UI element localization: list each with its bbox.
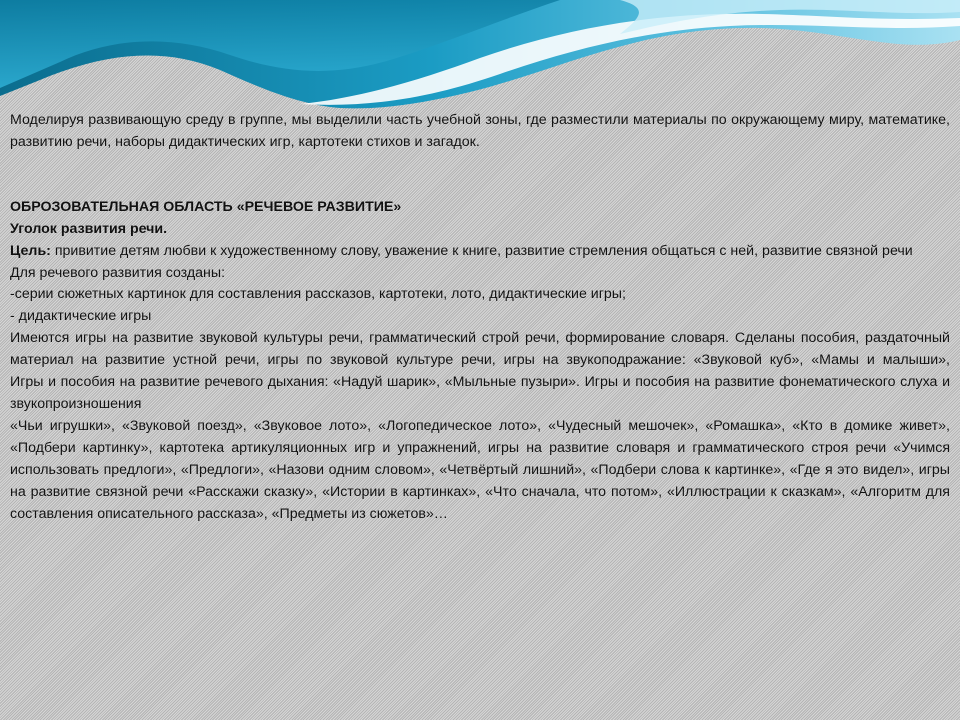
section-title: ОБРОЗОВАТЕЛЬНАЯ ОБЛАСТЬ «РЕЧЕВОЕ РАЗВИТИЕ» (10, 198, 402, 215)
list-item-1: -серии сюжетных картинок для составления рассказов, картотеки, лото, дидактические игры; (10, 286, 626, 303)
corner-title: Уголок развития речи. (10, 220, 168, 237)
paragraph-breathing-games: Игры и пособия на развитие речевого дыхания: «Надуй шарик», «Мыльные пузыри». Игры и пособия на развитие фонематического слуха и звукопроизношения (10, 374, 950, 412)
paragraph-game-list: «Чьи игрушки», «Звуковой поезд», «Звуковое лото», «Логопедическое лото», «Чудесный мешочек», «Ромашка», «Кто в домике живет», «Подбери картинку», картотека артикуляционных игр и упражнений, игры на развитие словаря и грамматического строя речи «Учимся использовать предлоги», «Предлоги», «Назови одним словом», «Четвёртый лишний», «Подбери слова к картинке», «Где я это видел», игры на развитие связной речи «Расскажи сказку», «Истории в картинках», «Что сначала, что потом», «Иллюстрации к сказкам», «Алгоритм для составления описательного рассказа», «Предметы из сюжетов»… (10, 417, 950, 522)
goal-paragraph (10, 241, 950, 263)
goal-text: привитие детям любви к художественному слову, уважение к книге, развитие стремления общаться с ней, развитие связной речи (50, 242, 913, 259)
list-item-2: - дидактические игры (10, 308, 152, 325)
slide-text-body (10, 110, 950, 525)
created-intro: Для речевого развития созданы: (10, 264, 226, 281)
header-wave-decoration (0, 0, 960, 115)
intro-paragraph: Моделируя развивающую среду в группе, мы выделили часть учебной зоны, где разместили материалы по окружающему миру, математике, развитию речи, наборы дидактических игр, картотеки стихов и загадок. (10, 112, 950, 150)
goal-label: Цель: (10, 242, 51, 259)
paragraph-sound-games: Имеются игры на развитие звуковой культуры речи, грамматический строй речи, формирование словаря. Сделаны пособия, раздаточный материал на развитие устной речи, игры по звуковой культуре речи, игры на звукоподражание: «Звуковой куб», «Мамы и малыши», (10, 330, 950, 369)
